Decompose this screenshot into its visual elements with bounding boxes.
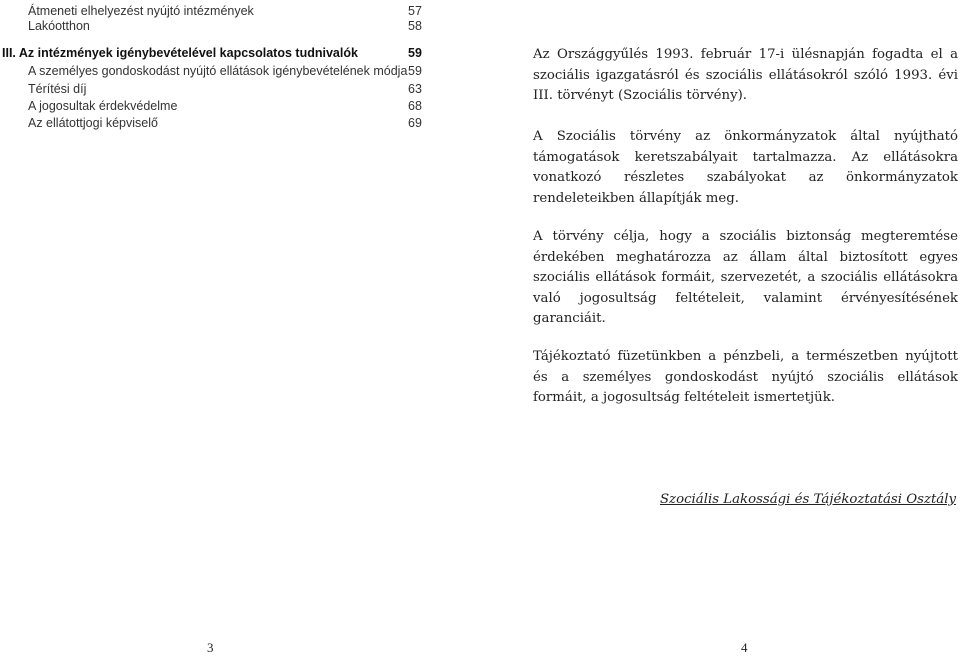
toc-entry-title: A jogosultak érdekvédelme [28, 99, 178, 113]
toc-entry-page: 59 [408, 46, 422, 60]
toc-entry-title: Átmeneti elhelyezést nyújtó intézmények [28, 4, 254, 18]
toc-entry-title: A személyes gondoskodást nyújtó ellátások igénybevételének módja [28, 64, 408, 78]
text-line: és a személyes gondoskodást nyújtó szociális ellátások [533, 369, 958, 385]
text-line: vonatkozó részletes szabályokat az önkormányzatok [533, 170, 958, 185]
toc-entry [0, 99, 430, 117]
paragraph-intro [533, 45, 958, 107]
text-line: formáit, a jogosultság feltételeit ismertetjük. [533, 390, 835, 405]
toc-entry-title: Térítési díj [28, 82, 87, 96]
text-line: érdekében meghatározza az állam által biztosított egyes [533, 249, 958, 265]
toc-entry-page: 59 [408, 64, 422, 78]
toc-entry [0, 19, 430, 37]
text-line: rendeleteikben állapítják meg. [533, 190, 740, 206]
text-line: garanciáit. [533, 311, 606, 326]
toc-entry-title: III. Az intézmények igénybevételével kapcsolatos tudnivalók [2, 46, 358, 60]
text-line: A Szociális törvény az önkormányzatok által nyújtható [533, 129, 958, 144]
text-line: III. törvényt (Szociális törvény). [533, 88, 748, 103]
text-line: való jogosultság feltételeit, valamint érvényesítésének [533, 290, 958, 306]
text-line: Az Országgyűlés 1993. február 17-i ülésnapján fogadta el a [533, 47, 958, 62]
toc-entry [0, 116, 430, 134]
toc-entry-page: 58 [408, 19, 422, 33]
text-line: Tájékoztató füzetünkben a pénzbeli, a természetben nyújtott [533, 349, 958, 364]
text-line: szociális ellátások formáit, szervezetét, a szociális ellátásokra [533, 270, 958, 285]
toc-entry-page: 69 [408, 116, 422, 130]
paragraph-framework [533, 127, 958, 209]
toc-section-heading [0, 46, 430, 64]
toc-entry-title: Az ellátottjogi képviselő [28, 116, 158, 130]
toc-entry-page: 57 [408, 4, 422, 18]
text-line: szociális igazgatásról és szociális ellátásokról szóló 1993. évi [533, 67, 958, 83]
toc-entry-title: Lakóotthon [28, 19, 90, 33]
text-line: A törvény célja, hogy a szociális biztonság megteremtése [533, 229, 958, 244]
paragraph-purpose [533, 227, 958, 330]
toc-entry [0, 82, 430, 100]
page-number-right: 4 [741, 640, 748, 655]
toc-entry-page: 68 [408, 99, 422, 113]
page-number-left: 3 [207, 640, 214, 655]
toc-entry-page: 63 [408, 82, 422, 96]
signature-department: Szociális Lakossági és Tájékoztatási Osztály [659, 492, 956, 507]
toc-entry [0, 64, 430, 82]
paragraph-summary [533, 347, 958, 409]
text-line: támogatások keretszabályait tartalmazza. Az ellátásokra [533, 149, 958, 165]
